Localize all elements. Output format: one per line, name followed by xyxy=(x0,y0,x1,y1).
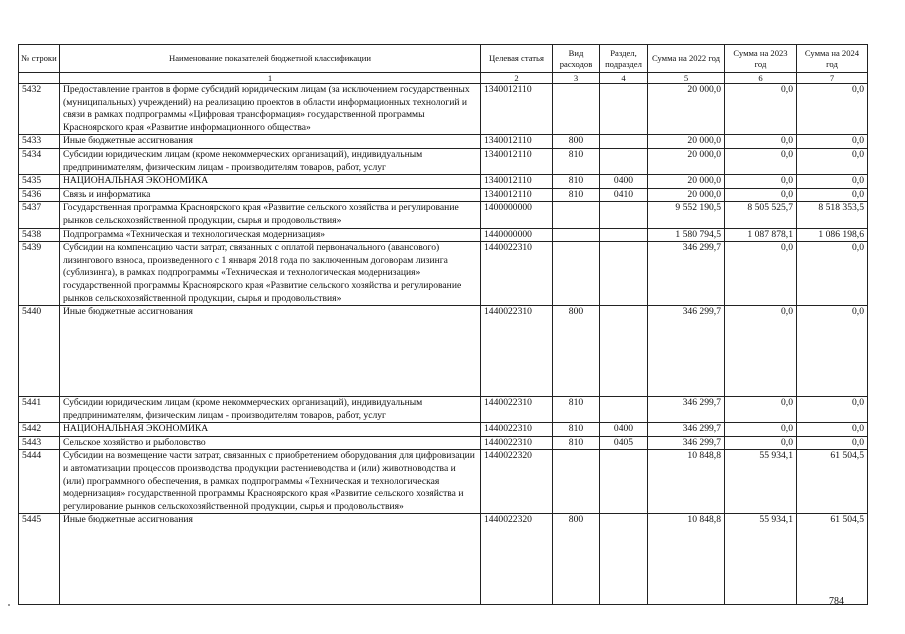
row-name: Иные бюджетные ассигнования xyxy=(60,306,481,397)
row-section: 0405 xyxy=(600,436,648,450)
row-sum-2023: 0,0 xyxy=(725,423,797,437)
row-name: Предоставление грантов в форме субсидий юридическим лицам (за исключением государственных (муниципальных) учреждений) на реализацию проектов в области информационных технологий и связи в рамках подпрограммы «Цифровая трансформация» государственной программы Красноярского края «Развитие информационного общества» xyxy=(60,84,481,135)
table-row xyxy=(19,423,868,437)
row-sum-2023: 0,0 xyxy=(725,175,797,189)
row-expense-type: 800 xyxy=(553,135,600,149)
header-section: Раздел, подраздел xyxy=(600,45,648,73)
row-expense-type: 800 xyxy=(553,514,600,605)
row-sum-2024: 0,0 xyxy=(797,135,868,149)
header-target: Целевая статья xyxy=(481,45,553,73)
row-section: 0410 xyxy=(600,188,648,202)
row-target: 1440022310 xyxy=(481,306,553,397)
scan-speck xyxy=(8,604,10,606)
row-name: Сельское хозяйство и рыболовство xyxy=(60,436,481,450)
header-sum-2022: Сумма на 2022 год xyxy=(648,45,725,73)
header-sum-2024: Сумма на 2024 год xyxy=(797,45,868,73)
row-sum-2023: 0,0 xyxy=(725,84,797,135)
row-sum-2022: 20 000,0 xyxy=(648,84,725,135)
table-row xyxy=(19,397,868,423)
row-sum-2023: 55 934,1 xyxy=(725,514,797,605)
row-name: Государственная программа Красноярского края «Развитие сельского хозяйства и регулирование рынков сельскохозяйственной продукции, сырья и продовольствия» xyxy=(60,202,481,228)
header-expense-type: Вид расходов xyxy=(553,45,600,73)
row-target: 1340012110 xyxy=(481,84,553,135)
page-number: 784 xyxy=(829,596,844,607)
row-expense-type: 800 xyxy=(553,306,600,397)
row-sum-2024: 0,0 xyxy=(797,397,868,423)
row-expense-type: 810 xyxy=(553,148,600,174)
row-sum-2022: 20 000,0 xyxy=(648,188,725,202)
row-sum-2022: 346 299,7 xyxy=(648,306,725,397)
row-sum-2022: 346 299,7 xyxy=(648,397,725,423)
row-number: 5440 xyxy=(19,306,60,397)
row-sum-2022: 346 299,7 xyxy=(648,436,725,450)
row-name: Субсидии на компенсацию части затрат, связанных с оплатой первоначального (авансового) лизингового взноса, произведенного с 1 января 2018 года по заключенным договорам лизинга (сублизинга), в рамках подпрограммы «Техническая и технологическая модернизация» государственной программы Красноярского края «Развитие сельского хозяйства и регулирование рынков сельскохозяйственной продукции, сырья и продовольствия» xyxy=(60,242,481,306)
table-body xyxy=(19,84,868,605)
row-sum-2024: 1 086 198,6 xyxy=(797,228,868,242)
row-sum-2023: 0,0 xyxy=(725,242,797,306)
row-name: НАЦИОНАЛЬНАЯ ЭКОНОМИКА xyxy=(60,423,481,437)
row-section xyxy=(600,228,648,242)
row-sum-2024: 0,0 xyxy=(797,188,868,202)
budget-table xyxy=(18,44,868,605)
row-sum-2024: 0,0 xyxy=(797,148,868,174)
row-sum-2023: 8 505 525,7 xyxy=(725,202,797,228)
row-sum-2022: 9 552 190,5 xyxy=(648,202,725,228)
row-section xyxy=(600,306,648,397)
row-name: НАЦИОНАЛЬНАЯ ЭКОНОМИКА xyxy=(60,175,481,189)
row-expense-type xyxy=(553,84,600,135)
row-sum-2023: 0,0 xyxy=(725,135,797,149)
header-sum-2023: Сумма на 2023 год xyxy=(725,45,797,73)
row-sum-2024: 0,0 xyxy=(797,84,868,135)
row-target: 1440022320 xyxy=(481,450,553,514)
table-row xyxy=(19,175,868,189)
row-sum-2023: 1 087 878,1 xyxy=(725,228,797,242)
row-name: Иные бюджетные ассигнования xyxy=(60,514,481,605)
column-number xyxy=(19,73,60,84)
row-section xyxy=(600,84,648,135)
table-header-row xyxy=(19,45,868,73)
row-sum-2024: 0,0 xyxy=(797,242,868,306)
table-row xyxy=(19,514,868,605)
row-section xyxy=(600,514,648,605)
row-section xyxy=(600,242,648,306)
row-target: 1340012110 xyxy=(481,188,553,202)
row-number: 5443 xyxy=(19,436,60,450)
table-row xyxy=(19,202,868,228)
row-expense-type: 810 xyxy=(553,436,600,450)
column-number: 5 xyxy=(648,73,725,84)
row-expense-type xyxy=(553,242,600,306)
row-sum-2024: 0,0 xyxy=(797,306,868,397)
row-expense-type xyxy=(553,450,600,514)
row-sum-2023: 0,0 xyxy=(725,148,797,174)
row-sum-2022: 20 000,0 xyxy=(648,148,725,174)
row-name: Субсидии юридическим лицам (кроме некоммерческих организаций), индивидуальным предпринимателям, физическим лицам - производителям товаров, работ, услуг xyxy=(60,148,481,174)
row-sum-2022: 346 299,7 xyxy=(648,423,725,437)
row-section xyxy=(600,450,648,514)
row-sum-2022: 1 580 794,5 xyxy=(648,228,725,242)
table-row xyxy=(19,450,868,514)
row-sum-2023: 0,0 xyxy=(725,397,797,423)
row-expense-type: 810 xyxy=(553,397,600,423)
header-row-no: № строки xyxy=(19,45,60,73)
row-sum-2024: 0,0 xyxy=(797,423,868,437)
row-number: 5439 xyxy=(19,242,60,306)
row-number: 5442 xyxy=(19,423,60,437)
row-number: 5437 xyxy=(19,202,60,228)
row-target: 1440022320 xyxy=(481,514,553,605)
row-target: 1340012110 xyxy=(481,175,553,189)
row-target: 1400000000 xyxy=(481,202,553,228)
row-number: 5436 xyxy=(19,188,60,202)
column-number: 6 xyxy=(725,73,797,84)
table-row xyxy=(19,228,868,242)
row-sum-2023: 0,0 xyxy=(725,306,797,397)
row-name: Связь и информатика xyxy=(60,188,481,202)
row-expense-type: 810 xyxy=(553,175,600,189)
row-sum-2024: 8 518 353,5 xyxy=(797,202,868,228)
table-row xyxy=(19,84,868,135)
budget-table-sheet xyxy=(18,44,867,605)
row-number: 5432 xyxy=(19,84,60,135)
row-number: 5444 xyxy=(19,450,60,514)
table-row xyxy=(19,135,868,149)
row-section xyxy=(600,135,648,149)
row-number: 5438 xyxy=(19,228,60,242)
row-target: 1440022310 xyxy=(481,242,553,306)
column-number: 2 xyxy=(481,73,553,84)
row-expense-type: 810 xyxy=(553,423,600,437)
row-sum-2023: 0,0 xyxy=(725,436,797,450)
row-target: 1440022310 xyxy=(481,397,553,423)
row-sum-2024: 61 504,5 xyxy=(797,450,868,514)
row-section xyxy=(600,202,648,228)
row-number: 5441 xyxy=(19,397,60,423)
row-section: 0400 xyxy=(600,175,648,189)
row-sum-2023: 55 934,1 xyxy=(725,450,797,514)
row-sum-2024: 0,0 xyxy=(797,175,868,189)
row-sum-2022: 20 000,0 xyxy=(648,175,725,189)
row-sum-2022: 10 848,8 xyxy=(648,514,725,605)
row-number: 5434 xyxy=(19,148,60,174)
row-target: 1440000000 xyxy=(481,228,553,242)
row-sum-2022: 346 299,7 xyxy=(648,242,725,306)
column-number: 1 xyxy=(60,73,481,84)
row-expense-type xyxy=(553,202,600,228)
row-name: Иные бюджетные ассигнования xyxy=(60,135,481,149)
row-sum-2022: 10 848,8 xyxy=(648,450,725,514)
row-section xyxy=(600,148,648,174)
table-row xyxy=(19,306,868,397)
table-row xyxy=(19,188,868,202)
column-number: 4 xyxy=(600,73,648,84)
column-number: 7 xyxy=(797,73,868,84)
row-target: 1340012110 xyxy=(481,148,553,174)
row-expense-type: 810 xyxy=(553,188,600,202)
row-sum-2024: 61 504,5 xyxy=(797,514,868,605)
row-number: 5445 xyxy=(19,514,60,605)
row-target: 1440022310 xyxy=(481,436,553,450)
row-sum-2023: 0,0 xyxy=(725,188,797,202)
row-expense-type xyxy=(553,228,600,242)
column-numbers-row xyxy=(19,73,868,84)
row-number: 5435 xyxy=(19,175,60,189)
row-section xyxy=(600,397,648,423)
row-section: 0400 xyxy=(600,423,648,437)
column-number: 3 xyxy=(553,73,600,84)
table-row xyxy=(19,242,868,306)
row-sum-2022: 20 000,0 xyxy=(648,135,725,149)
row-name: Подпрограмма «Техническая и технологическая модернизация» xyxy=(60,228,481,242)
table-row xyxy=(19,436,868,450)
row-target: 1340012110 xyxy=(481,135,553,149)
row-target: 1440022310 xyxy=(481,423,553,437)
row-sum-2024: 0,0 xyxy=(797,436,868,450)
row-name: Субсидии на возмещение части затрат, связанных с приобретением оборудования для цифровизации и автоматизации процессов производства продукции растениеводства и (или) животноводства и (или) программного обеспечения, в рамках подпрограммы «Техническая и технологическая модернизация» государственной программы Красноярского края «Развитие сельского хозяйства и регулирование рынков сельскохозяйственной продукции, сырья и продовольствия» xyxy=(60,450,481,514)
table-row xyxy=(19,148,868,174)
row-name: Субсидии юридическим лицам (кроме некоммерческих организаций), индивидуальным предпринимателям, физическим лицам - производителям товаров, работ, услуг xyxy=(60,397,481,423)
row-number: 5433 xyxy=(19,135,60,149)
header-name: Наименование показателей бюджетной классификации xyxy=(60,45,481,73)
